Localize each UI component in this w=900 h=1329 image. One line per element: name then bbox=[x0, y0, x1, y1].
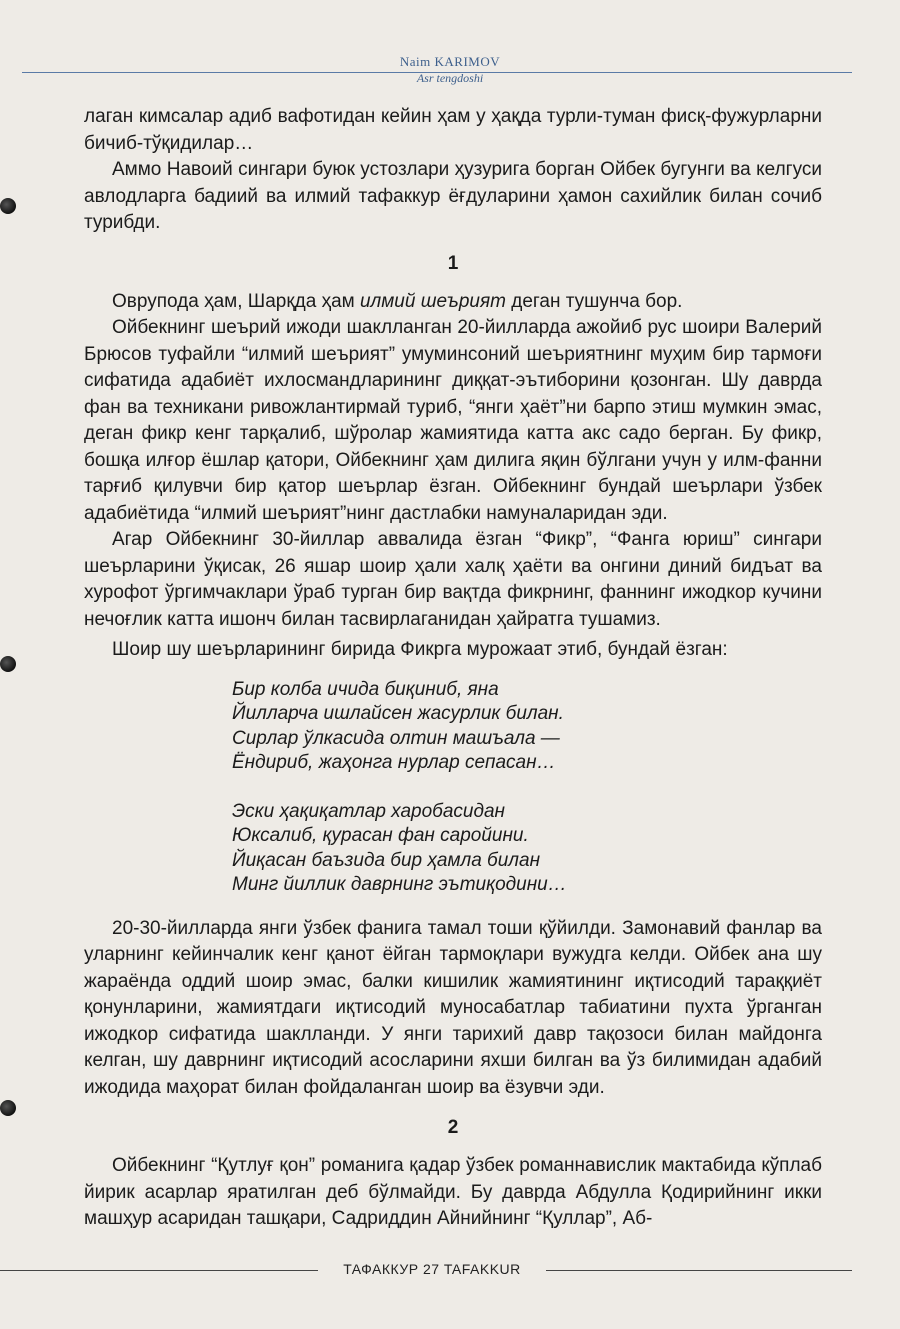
page-footer: ТАФАККУР 27 TAFAKKUR bbox=[343, 1261, 521, 1277]
section-number: 2 bbox=[447, 1117, 459, 1138]
paragraph: 20-30-йилларда янги ўзбек фанига тамал тоши қўйилди. Замонавий фанлар ва уларнинг кейинчалик кенг қанот ёйган тармоқлари вужудга келди. Ойбек ана шу жараёнда оддий шоир эмас, балки кишилик жамиятининг иқтисодий тараққиёт қонунларини, жамиятдаги иқтисодий муносабатлар табиатини пухта ўрганган ижодкор сифатида шаклланди. У янги тарихий давр тақозоси билан майдонга келган, шу даврнинг иқтисодий асосларини яхши билган ва ўз билимидан адабий ижодида маҳорат билан фойдаланган шоир ва ёзувчи эди. bbox=[84, 917, 822, 1098]
binder-hole-icon bbox=[0, 656, 16, 672]
verse-line: Минг йиллик даврнинг эътиқодини… bbox=[232, 874, 567, 895]
text-run: деган тушунча бор. bbox=[505, 290, 683, 312]
verse-line: Эски ҳақиқатлар харобасидан bbox=[232, 800, 506, 822]
paragraph bbox=[84, 289, 822, 316]
verse-line: Йиқасан баъзида бир ҳамла билан bbox=[232, 849, 541, 871]
binder-hole-icon bbox=[0, 1100, 16, 1116]
verse-line: Ёндириб, жаҳонга нурлар сепасан… bbox=[232, 752, 556, 773]
footer-rule-right bbox=[546, 1270, 852, 1271]
header-author: Naim KARIMOV bbox=[399, 54, 501, 69]
verse-line: Сирлар ўлкасида олтин машъала — bbox=[232, 727, 560, 749]
verse-line: Бир колба ичида биқиниб, яна bbox=[232, 678, 499, 700]
emphasis-text: илмий шеърият bbox=[359, 290, 506, 312]
paragraph: Шоир шу шеърларининг бирида Фикрга мурожаат этиб, бундай ёзган: bbox=[112, 639, 728, 660]
header-subtitle: Asr tengdoshi bbox=[416, 71, 484, 85]
running-header bbox=[0, 54, 900, 86]
text-run: Оврупода ҳам, Шарқда ҳам bbox=[112, 290, 360, 312]
header-rule bbox=[22, 72, 852, 73]
paragraph: лаган кимсалар адиб вафотидан кейин ҳам у ҳақда турли-туман фисқ-фужурларни бичиб-тўқидилар… bbox=[84, 106, 822, 154]
article-body bbox=[84, 104, 822, 1233]
verse-line: Йилларча ишлайсен жасурлик билан. bbox=[232, 703, 564, 724]
verse-line: Юксалиб, қурасан фан саройини. bbox=[232, 825, 529, 846]
paragraph: Аммо Навоий сингари буюк устозлари ҳузурига борган Ойбек бугунги ва келгуси авлодларга бадиий ва илмий тафаккур ёғдуларини ҳамон сахийлик билан сочиб турибди. bbox=[84, 159, 822, 233]
stanza bbox=[232, 678, 822, 776]
footer-rule-left bbox=[0, 1270, 318, 1271]
binder-hole-icon bbox=[0, 198, 16, 214]
poem-quote bbox=[232, 678, 822, 898]
stanza bbox=[232, 800, 822, 898]
section-number: 1 bbox=[447, 252, 459, 274]
paragraph: Ойбекнинг “Қутлуғ қон” романига қадар ўзбек романнавислик мактабида кўплаб йирик асарлар яратилган деб бўлмайди. Бу даврда Абдулла Қодирийнинг икки машҳур асаридан ташқари, Садриддин Айнийнинг “Қуллар”, Аб- bbox=[84, 1155, 822, 1229]
paragraph: Агар Ойбекнинг 30-йиллар аввалида ёзган “Фикр”, “Фанга юриш” сингари шеърларини ўқисак, 26 яшар шоир ҳали халқ ҳаёти ва онгини диний бидъат ва хурофот ўргимчаклари ўраб турган бир вақтда фикрнинг, фаннинг ижодкор кучини нечоғлик катта ишонч билан тасвирлаганидан ҳайратга тушамиз. bbox=[84, 529, 822, 630]
paragraph: Ойбекнинг шеърий ижоди шаклланган 20-йилларда ажойиб рус шоири Валерий Брюсов туфайли “илмий шеърият” умуминсоний шеъриятнинг муҳим бир тармоғи сифатида адабиёт ихлосмандларининг диққат-эътиборини қозонган. Шу даврда фан ва техникани ривожлантирмай туриб, “янги ҳаёт”ни барпо этиш мумкин эмас, деган фикр кенг тарқалиб, шўролар жамиятида катта акс садо берган. Бу фикр, бошқа илғор ёшлар қатори, Ойбекнинг ҳам дилига яқин бўлгани учун у илм-фанни тарғиб қилувчи бир қатор шеърлар ёзган. Ойбекнинг бундай шеърлари ўзбек адабиётида “илмий шеърият”нинг дастлабки намуналаридан эди. bbox=[84, 317, 822, 524]
